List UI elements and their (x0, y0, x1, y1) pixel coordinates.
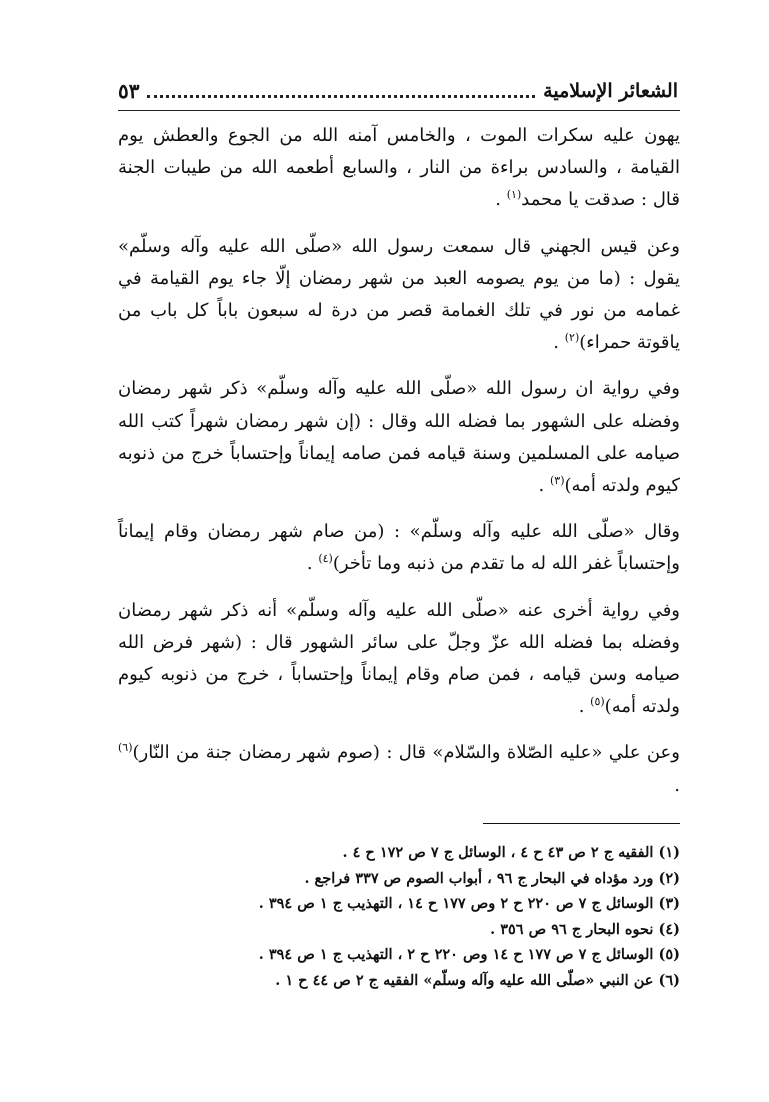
footnote-separator (483, 823, 680, 824)
paragraph-period: . (538, 475, 550, 497)
paragraph-text: وعن علي «عليه الصّلاة والسّلام» قال : (صوم شهر رمضان جنة من النّار (139, 742, 680, 764)
paragraph-text: يهون عليه سكرات الموت ، والخامس آمنه الله من الجوع والعطش يوم القيامة ، والسادس براءة من النار ، والسابع أطعمه الله من طيبات الجنة قال : صدقت يا محمد (118, 125, 680, 211)
footnote-ref-3: (٣) (549, 474, 565, 488)
body-text (118, 120, 680, 802)
paragraph-period: . (553, 332, 565, 354)
closing-paren: ) (332, 553, 340, 575)
paragraph-6 (118, 737, 680, 801)
header-title: الشعائر الإسلامية (543, 80, 678, 102)
footnote-5: (٥) الوسائل ج ٧ ص ١٧٧ ح ١٤ وص ٢٢٠ ح ٢ ، التهذيب ج ١ ص ٣٩٤ . (258, 946, 680, 964)
page-number: ٥٣ (118, 79, 140, 103)
paragraph-period: . (578, 696, 591, 718)
footnote-4: (٤) نحوه البحار ج ٩٦ ص ٣٥٦ . (490, 920, 680, 938)
footnote-ref-6: (٦) (118, 741, 133, 755)
footnotes (150, 840, 680, 994)
header-dot-leader (147, 95, 535, 98)
paragraph-5 (118, 595, 680, 724)
paragraph-text: وعن قيس الجهني قال سمعت رسول الله «صلّى الله عليه وآله وسلّم» يقول : (ما من يوم يصومه العبد من شهر رمضان إلّا جاء يوم القيامة في غمامه من نور في تلك الغمامة قصر من درة له سبعون باباً كل باب من ياقوتة حمراء (118, 235, 680, 354)
header-rule (118, 110, 680, 111)
paragraph-text: وفي رواية ان رسول الله «صلّى الله عليه وآله وسلّم» ذكر شهر رمضان وفضله على الشهور بما فضله الله وقال : (إن شهر رمضان شهراً كتب الله صيامه على المسلمين وسنة قيامه فمن صامه إيماناً وإحتساباً خرج من ذنوبه كيوم ولدته أمه (118, 378, 680, 497)
paragraph-1 (118, 120, 680, 217)
paragraph-period: . (674, 774, 680, 796)
closing-paren: ) (564, 475, 572, 497)
footnote-2: (٢) ورد مؤداه في البحار ج ٩٦ ، أبواب الصوم ص ٣٣٧ فراجع . (304, 869, 680, 887)
footnote-ref-1: (١) (506, 188, 522, 202)
footnote-ref-2: (٢) (564, 331, 580, 345)
closing-paren: ) (132, 742, 140, 764)
paragraph-text: وقال «صلّى الله عليه وآله وسلّم» : (من صام شهر رمضان وقام إيماناً وإحتساباً غفر الله له ما تقدم من ذنبه وما تأخر (118, 521, 680, 575)
footnote-ref-5: (٥) (590, 695, 605, 709)
footnote-3: (٣) الوسائل ج ٧ ص ٢٢٠ ح ٢ وص ١٧٧ ح ١٤ ، التهذيب ج ١ ص ٣٩٤ . (258, 895, 680, 913)
closing-paren: ) (579, 332, 587, 354)
closing-paren: ) (604, 696, 612, 718)
paragraph-3 (118, 373, 680, 502)
paragraph-2 (118, 231, 680, 360)
running-header (118, 74, 678, 108)
footnote-1: (١) الفقيه ج ٢ ص ٤٣ ح ٤ ، الوسائل ج ٧ ص ١٧٢ ح ٤ . (342, 844, 680, 861)
footnote-6: (٦) عن النبي «صلّى الله عليه وآله وسلّم» الفقيه ج ٢ ص ٤٤ ح ١ . (275, 971, 680, 989)
paragraph-period: . (495, 189, 507, 211)
paragraph-period: . (306, 553, 319, 575)
footnote-ref-4: (٤) (318, 552, 333, 566)
paragraph-4 (118, 516, 680, 580)
paragraph-text: وفي رواية أخرى عنه «صلّى الله عليه وآله وسلّم» أنه ذكر شهر رمضان وفضله بما فضله الله عزّ وجلّ على سائر الشهور قال : (شهر فرض الله صيامه وسن قيامه ، فمن صام وقام إيماناً وإحتساباً ، خرج من ذنوبه كيوم ولدته أمه (118, 599, 680, 718)
